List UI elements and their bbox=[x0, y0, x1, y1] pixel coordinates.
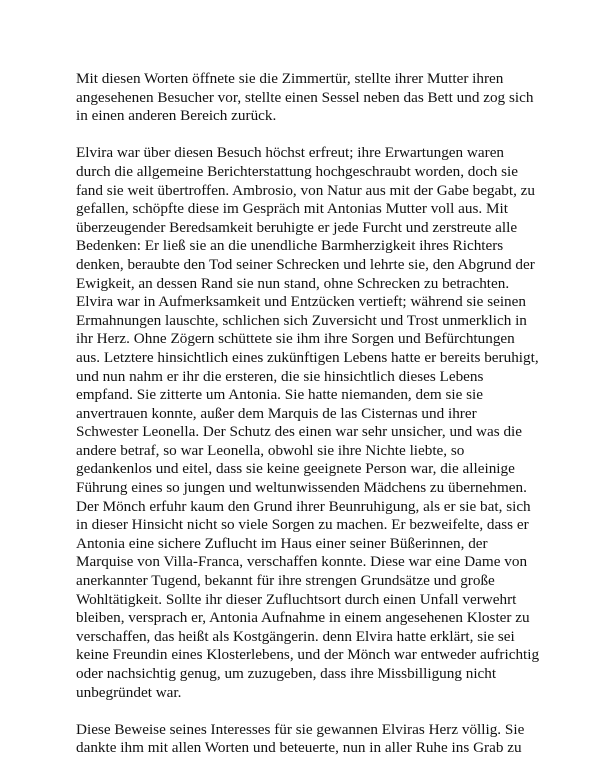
text-line: gefallen, schöpfte diese im Gespräch mit Antonias Mutter voll aus. Mit bbox=[76, 200, 508, 218]
paragraph-2 bbox=[76, 144, 540, 702]
text-line: Ewigkeit, an dessen Rand sie nun stand, ohne Schrecken zu betrachten. bbox=[76, 274, 510, 292]
text-line: in dieser Hinsicht nicht so viele Sorgen zu machen. Er bezweifelte, dass er bbox=[76, 516, 529, 534]
text-line: überzeugender Beredsamkeit beruhigte er jede Furcht und zerstreute alle bbox=[76, 218, 518, 236]
text-line: Schwester Leonella. Der Schutz des einen war sehr unsicher, und was die bbox=[76, 423, 523, 441]
text-line: Elvira war in Aufmerksamkeit und Entzücken vertieft; während sie seinen bbox=[76, 293, 526, 311]
text-line: verschaffen, das heißt als Kostgängerin. denn Elvira hatte erklärt, sie sei bbox=[76, 627, 515, 645]
text-line: durch die allgemeine Berichterstattung hochgeschraubt worden, doch sie bbox=[76, 162, 518, 180]
paragraph-3 bbox=[76, 721, 531, 758]
text-line: unbegründet war. bbox=[76, 683, 182, 701]
text-line: Mit diesen Worten öffnete sie die Zimmertür, stellte ihrer Mutter ihren bbox=[76, 70, 504, 87]
text-line: denken, beraubte den Tod seiner Schrecken und lehrte sie, den Abgrund der bbox=[76, 255, 535, 273]
text-line: Wohltätigkeit. Sollte ihr dieser Zufluchtsort durch einen Unfall verwehrt bbox=[76, 590, 517, 608]
text-line: Ermahnungen lauschte, schlichen sich Zuversicht und Trost unmerklich in bbox=[76, 311, 527, 329]
text-line: dankte ihm mit allen Worten und beteuerte, nun in aller Ruhe ins Grab zu bbox=[76, 739, 522, 757]
text-line: Führung eines so jungen und weltunwissenden Mädchens zu übernehmen. bbox=[76, 479, 527, 497]
text-line: anvertrauen konnte, außer dem Marquis de las Cisternas und ihrer bbox=[76, 404, 477, 422]
document-page bbox=[76, 70, 540, 777]
text-line: gedankenlos und eitel, dass sie keine geeignete Person war, die alleinige bbox=[76, 460, 515, 478]
text-line: und nun nahm er ihr die ersteren, die sie hinsichtlich dieses Lebens bbox=[76, 367, 484, 385]
text-line: anerkannter Tugend, bekannt für ihre strengen Grundsätze und große bbox=[76, 572, 495, 590]
text-line: oder nachsichtig genug, um zuzugeben, dass ihre Missbilligung nicht bbox=[76, 665, 497, 682]
text-line: Elvira war über diesen Besuch höchst erfreut; ihre Erwartungen waren bbox=[76, 144, 505, 162]
text-line: Diese Beweise seines Interesses für sie gewannen Elviras Herz völlig. Sie bbox=[76, 720, 525, 738]
text-line: in einen anderen Bereich zurück. bbox=[76, 107, 277, 125]
text-line: Der Mönch erfuhr kaum den Grund ihrer Beunruhigung, als er sie bat, sich bbox=[76, 497, 531, 515]
text-line: fand sie weit übertroffen. Ambrosio, von Natur aus mit der Gabe begabt, zu bbox=[76, 181, 536, 199]
paragraph-1 bbox=[76, 70, 534, 126]
text-line: Bedenken: Er ließ sie an die unendliche Barmherzigkeit ihres Richters bbox=[76, 237, 504, 255]
text-line: aus. Letztere hinsichtlich eines zukünftigen Lebens hatte er bereits beruhigt, bbox=[76, 348, 539, 366]
text-line: empfand. Sie zitterte um Antonia. Sie hatte niemanden, dem sie sie bbox=[76, 386, 483, 404]
text-line: Marquise von Villa-Franca, verschaffen konnte. Diese war eine Dame von bbox=[76, 553, 528, 571]
text-line: Antonia eine sichere Zuflucht im Haus einer seiner Büßerinnen, der bbox=[76, 534, 488, 552]
text-line: angesehenen Besucher vor, stellte einen Sessel neben das Bett und zog sich bbox=[76, 88, 534, 106]
text-line: andere betraf, so war Leonella, obwohl sie ihre Nichte liebte, so bbox=[76, 441, 465, 459]
text-line: bleiben, versprach er, Antonia Aufnahme in einem angesehenen Kloster zu bbox=[76, 609, 530, 627]
text-line: ihr Herz. Ohne Zögern schüttete sie ihm ihre Sorgen und Befürchtungen bbox=[76, 330, 515, 348]
text-line: keine Freundin eines Klosterlebens, und der Mönch war entweder aufrichtig bbox=[76, 646, 540, 664]
